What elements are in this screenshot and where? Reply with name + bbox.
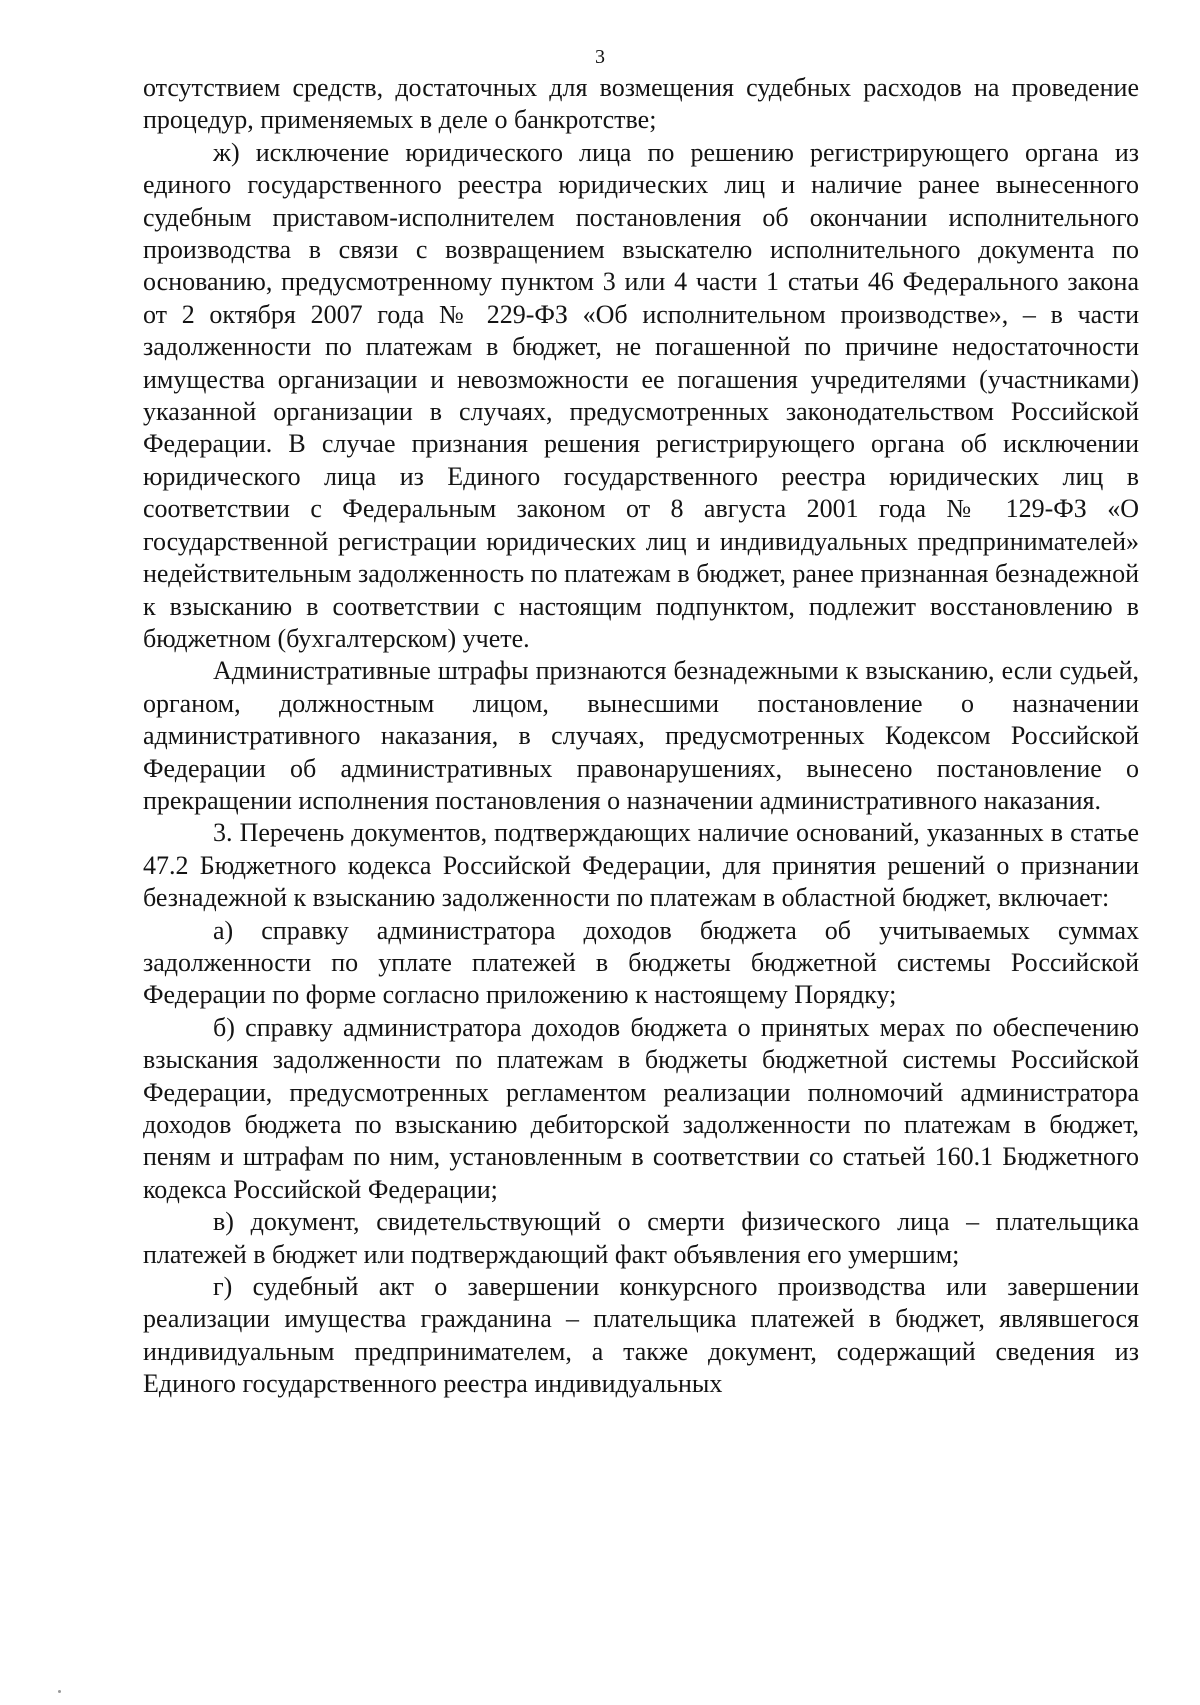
paragraph-item-v: в) документ, свидетельствующий о смерти физического лица – плательщика платежей в бюджет или подтверждающий факт объявления его умершим; xyxy=(143,1207,1139,1269)
paragraph-item-zh: ж) исключение юридического лица по решению регистрирующего органа из единого государственного реестра юридических лиц и наличие ранее вынесенного судебным приставом-исполнителем постановления об окончании исполнительного производства в связи с возвращением взыскателю исполнительного документа по основанию, предусмотренному пунктом 3 или 4 части 1 статьи 46 Федерального закона от 2 октября 2007 года № 229-ФЗ «Об исполнительном производстве», – в части задолженности по платежам в бюджет, не погашенной по причине недостаточности имущества организации и невозможности ее погашения учредителями (участниками) указанной организации в случаях, предусмотренных законодательством Российской Федерации. В случае признания решения регистрирующего органа об исключении юридического лица из Единого государственного реестра юридических лиц в соответствии с Федеральным законом от 8 августа 2001 года № 129-ФЗ «О государственной регистрации юридических лиц и индивидуальных предпринимателей» недействительным задолженность по платежам в бюджет, ранее признанная безнадежной к взысканию в соответствии с настоящим подпунктом, подлежит восстановлению в бюджетном (бухгалтерском) учете. xyxy=(143,137,1139,653)
scan-speck xyxy=(58,1690,61,1693)
paragraph-item-g: г) судебный акт о завершении конкурсного производства или завершении реализации имущества гражданина – плательщика платежей в бюджет, являвшегося индивидуальным предпринимателем, а также документ, содержащий сведения из Единого государственного реестра индивидуальных xyxy=(143,1272,1139,1399)
document-body xyxy=(143,72,1139,1401)
paragraph-item-b: б) справку администратора доходов бюджета о принятых мерах по обеспечению взыскания задолженности по платежам в бюджеты бюджетной системы Российской Федерации, предусмотренных регламентом реализации полномочий администратора доходов бюджета по взысканию дебиторской задолженности по платежам в бюджет, пеням и штрафам по ним, установленным в соответствии со статьей 160.1 Бюджетного кодекса Российской Федерации; xyxy=(143,1012,1139,1204)
paragraph-item-a: а) справку администратора доходов бюджета об учитываемых суммах задолженности по уплате платежей в бюджеты бюджетной системы Российской Федерации по форме согласно приложению к настоящему Порядку; xyxy=(143,915,1139,1010)
paragraph-administrative-fines: Административные штрафы признаются безнадежными к взысканию, если судьей, органом, должностным лицом, вынесшими постановление о назначении административного наказания, в случаях, предусмотренных Кодексом Российской Федерации об административных правонарушениях, вынесено постановление о прекращении исполнения постановления о назначении административного наказания. xyxy=(143,656,1139,815)
paragraph-continuation: отсутствием средств, достаточных для возмещения судебных расходов на проведение процедур, применяемых в деле о банкротстве; xyxy=(143,73,1139,135)
paragraph-section-3: 3. Перечень документов, подтверждающих наличие оснований, указанных в статье 47.2 Бюджетного кодекса Российской Федерации, для принятия решений о признании безнадежной к взысканию задолженности по платежам в областной бюджет, включает: xyxy=(143,818,1139,913)
page-number: 3 xyxy=(595,46,605,68)
